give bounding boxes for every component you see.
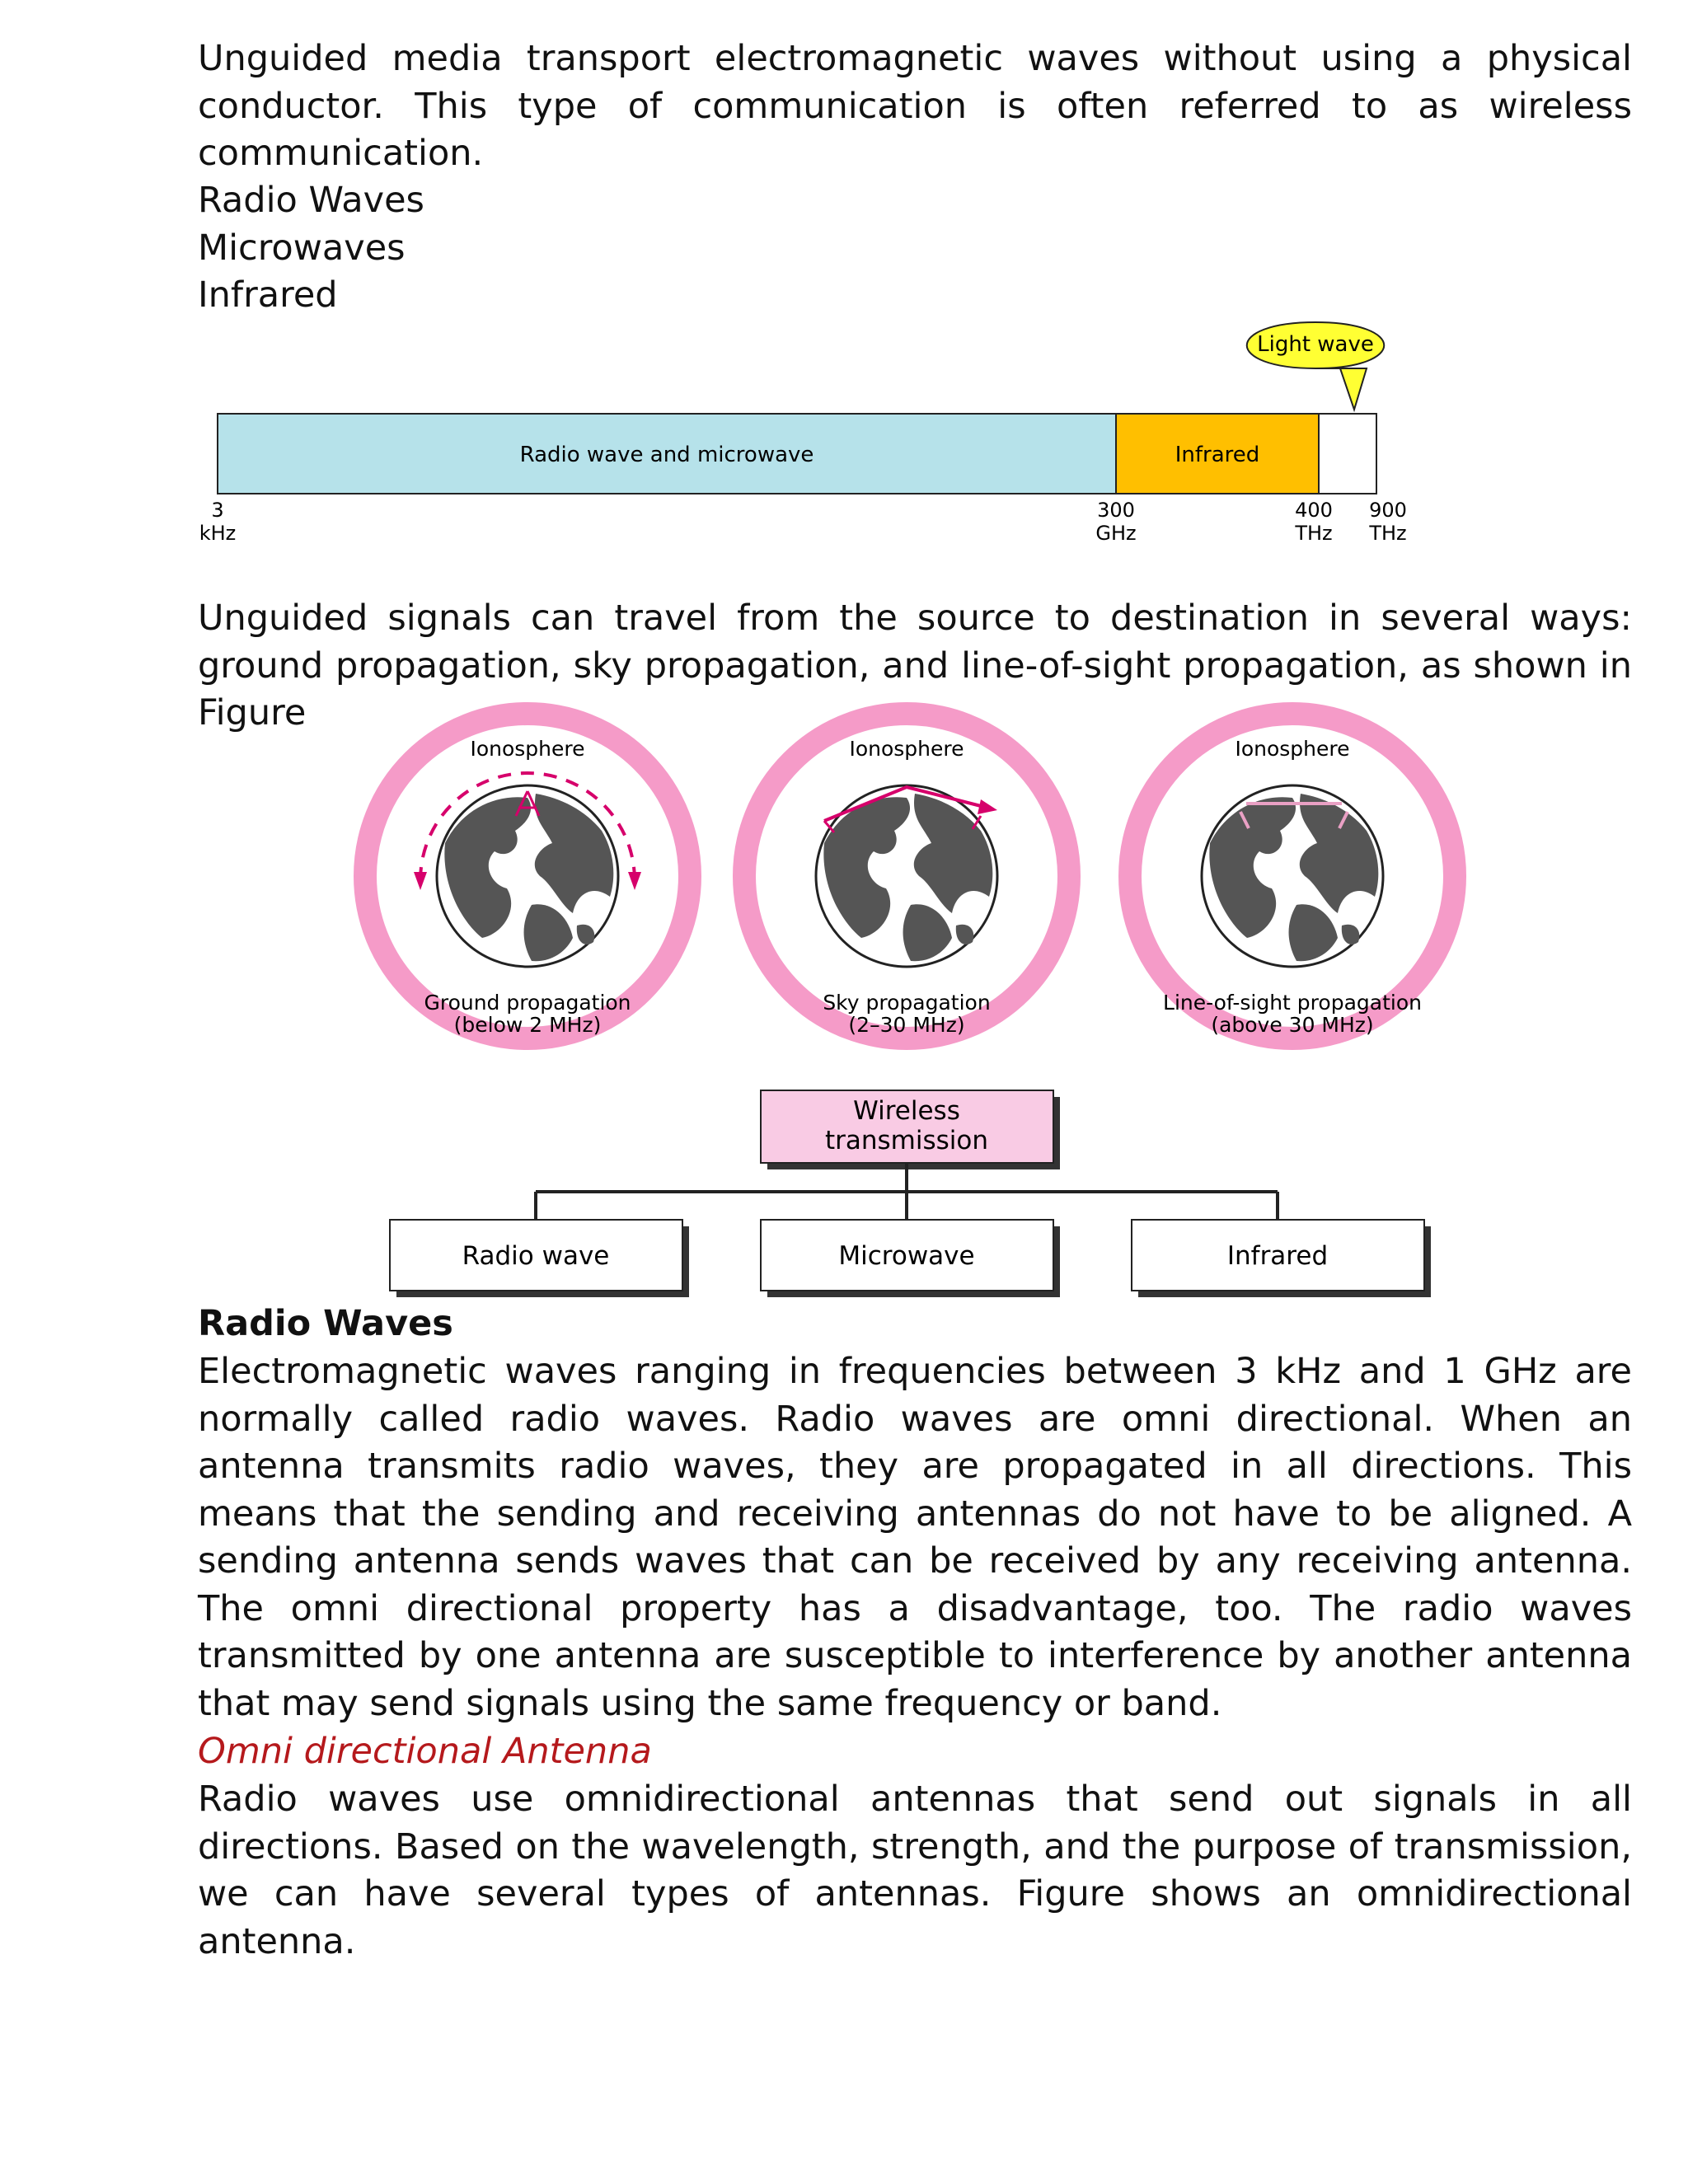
omni-antenna-paragraph: Radio waves use omnidirectional antennas that send out signals in all directions. Based on the wavelength, strength, and the purpose of transmission, we can have several types of antennas. Figure shows an omnidirectional antenna. bbox=[198, 1779, 1632, 1962]
tick-unit-thz-900: THz bbox=[1369, 522, 1407, 545]
infrared-band-label: Infrared bbox=[1175, 443, 1260, 467]
tick-unit-khz: kHz bbox=[199, 522, 237, 545]
line-of-sight-propagation-diagram bbox=[1130, 714, 1455, 1038]
omni-antenna-heading: Omni directional Antenna bbox=[198, 1731, 652, 1772]
infrared-box-label: Infrared bbox=[1226, 1241, 1329, 1271]
radio-wave-box-label: Radio wave bbox=[462, 1241, 610, 1271]
propagation-paragraph: Unguided signals can travel from the source to destination in several ways: ground propagation, sky propagation, and line-of-sight propagation, as shown in Figure bbox=[198, 598, 1632, 733]
wireless-transmission-line1: Wireless bbox=[853, 1096, 960, 1126]
wireless-transmission-line2: transmission bbox=[824, 1126, 989, 1155]
ground-propagation-diagram bbox=[365, 714, 690, 1038]
arrowhead-icon bbox=[414, 872, 427, 890]
wireless-transmission-tree bbox=[390, 1090, 1431, 1297]
radio-microwave-label: Radio wave and microwave bbox=[519, 443, 814, 467]
list-item-microwaves: Microwaves bbox=[198, 227, 406, 269]
ionosphere-label-line-of-sight: Ionosphere bbox=[1235, 737, 1350, 761]
ground-propagation-range: (below 2 MHz) bbox=[453, 1013, 602, 1037]
radio-waves-heading: Radio Waves bbox=[198, 1303, 453, 1344]
intro-paragraph: Unguided media transport electromagnetic waves without using a physical conductor. This type of communication is often referred to as wireless communication. bbox=[198, 38, 1632, 174]
light-wave-label: Light wave bbox=[1257, 332, 1374, 357]
earth-icon bbox=[1202, 785, 1383, 967]
line-of-sight-propagation-range: (above 30 MHz) bbox=[1211, 1013, 1374, 1037]
ionosphere-label-ground: Ionosphere bbox=[470, 737, 585, 761]
list-item-infrared: Infrared bbox=[198, 274, 338, 316]
tick-unit-ghz: GHz bbox=[1095, 522, 1137, 545]
arrowhead-icon bbox=[628, 872, 641, 890]
sky-propagation-diagram bbox=[744, 714, 1069, 1038]
sky-propagation-range: (2–30 MHz) bbox=[848, 1013, 965, 1037]
tick-value-3: 3 bbox=[211, 499, 224, 522]
tick-value-400: 400 bbox=[1295, 499, 1333, 522]
microwave-box-label: Microwave bbox=[838, 1241, 975, 1271]
line-of-sight-propagation-title: Line-of-sight propagation bbox=[1163, 991, 1422, 1015]
list-item-radio-waves: Radio Waves bbox=[198, 180, 424, 221]
sky-propagation-title: Sky propagation bbox=[823, 991, 991, 1015]
ionosphere-label-sky: Ionosphere bbox=[849, 737, 964, 761]
earth-icon bbox=[437, 785, 618, 967]
tick-value-300: 300 bbox=[1097, 499, 1135, 522]
arrowhead-icon bbox=[978, 799, 997, 814]
radio-waves-paragraph: Electromagnetic waves ranging in frequencies between 3 kHz and 1 GHz are normally called radio waves. Radio waves are omni directional. When an antenna transmits radio waves, they are propagated in all directions. This means that the sending and receiving antennas do not have to be aligned. A sending antenna sends waves that can be received by any receiving antenna. The omni directional property has a disadvantage, too. The radio waves transmitted by one antenna are susceptible to interference by another antenna that may send signals using the same frequency or band. bbox=[198, 1351, 1632, 1724]
ground-propagation-title: Ground propagation bbox=[424, 991, 631, 1015]
tick-value-900: 900 bbox=[1369, 499, 1407, 522]
tick-unit-thz-400: THz bbox=[1295, 522, 1333, 545]
